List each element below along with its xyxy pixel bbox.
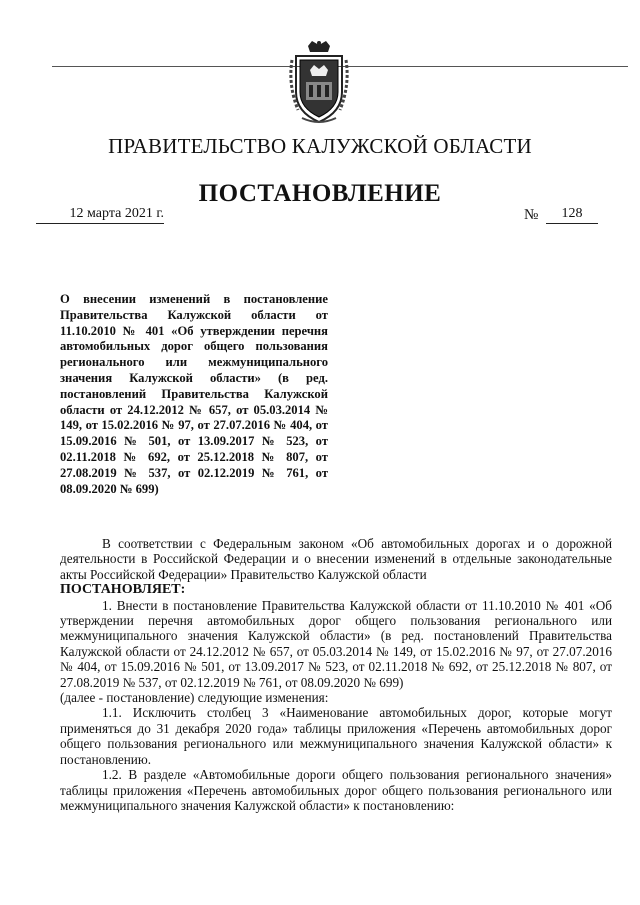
government-name: ПРАВИТЕЛЬСТВО КАЛУЖСКОЙ ОБЛАСТИ	[108, 134, 532, 158]
coat-of-arms-emblem	[288, 40, 350, 126]
document-type: ПОСТАНОВЛЕНИЕ	[198, 180, 442, 207]
document-date: 12 марта 2021 г.	[36, 206, 164, 224]
item-1-1-paragraph: 1.1. Исключить столбец 3 «Наименование автомобильных дорог, которые могут применяться до 31 декабря 2020 года» таблицы приложения «Перечень автомобильных дорог общего пользования регионального или межмуниципального значения Калужской области» к постановлению.	[60, 705, 612, 767]
document-body	[60, 536, 612, 813]
item-1-tail: (далее - постановление) следующие изменения:	[60, 690, 329, 706]
item-1-2-paragraph: 1.2. В разделе «Автомобильные дороги общего пользования регионального значения» таблицы приложения «Перечень автомобильных дорог общего пользования регионального или межмуниципального значения Калужской области» к постановлению:	[60, 767, 612, 813]
document-number: 128	[546, 206, 598, 224]
document-subject: О внесении изменений в постановление Правительства Калужской области от 11.10.2010 № 401 «Об утверждении перечня автомобильных дорог общего пользования регионального или межмуниципального значения Калужской области» (в ред. постановлений Правительства Калужской области от 24.12.2012 № 657, от 05.03.2014 № 149, от 15.02.2016 № 97, от 27.07.2016 № 404, от 15.09.2016 № 501, от 13.09.2017 № 523, от 02.11.2018 № 692, от 25.12.2018 № 807, от 27.08.2019 № 537, от 02.12.2019 № 761, от 08.09.2020 № 699)	[60, 292, 328, 496]
preamble-paragraph: В соответствии с Федеральным законом «Об автомобильных дорогах и о дорожной деятельности в Российской Федерации и о внесении изменений в отдельные законодательные акты Российской Федерации» Правительство Калужской области	[60, 536, 612, 582]
number-sign: №	[524, 207, 539, 223]
item-1-paragraph: 1. Внести в постановление Правительства Калужской области от 11.10.2010 № 401 «Об утверждении перечня автомобильных дорог общего пользования регионального или межмуниципального значения Калужской области» (в ред. постановлений Правительства Калужской области от 24.12.2012 № 657, от 05.03.2014 № 149, от 15.02.2016 № 97, от 27.07.2016 № 404, от 15.09.2016 № 501, от 13.09.2017 № 523, от 02.11.2018 № 692, от 25.12.2018 № 807, от 27.08.2019 № 537, от 02.12.2019 № 761, от 08.09.2020 № 699)	[60, 597, 612, 690]
resolves-heading: ПОСТАНОВЛЯЕТ:	[60, 582, 186, 598]
